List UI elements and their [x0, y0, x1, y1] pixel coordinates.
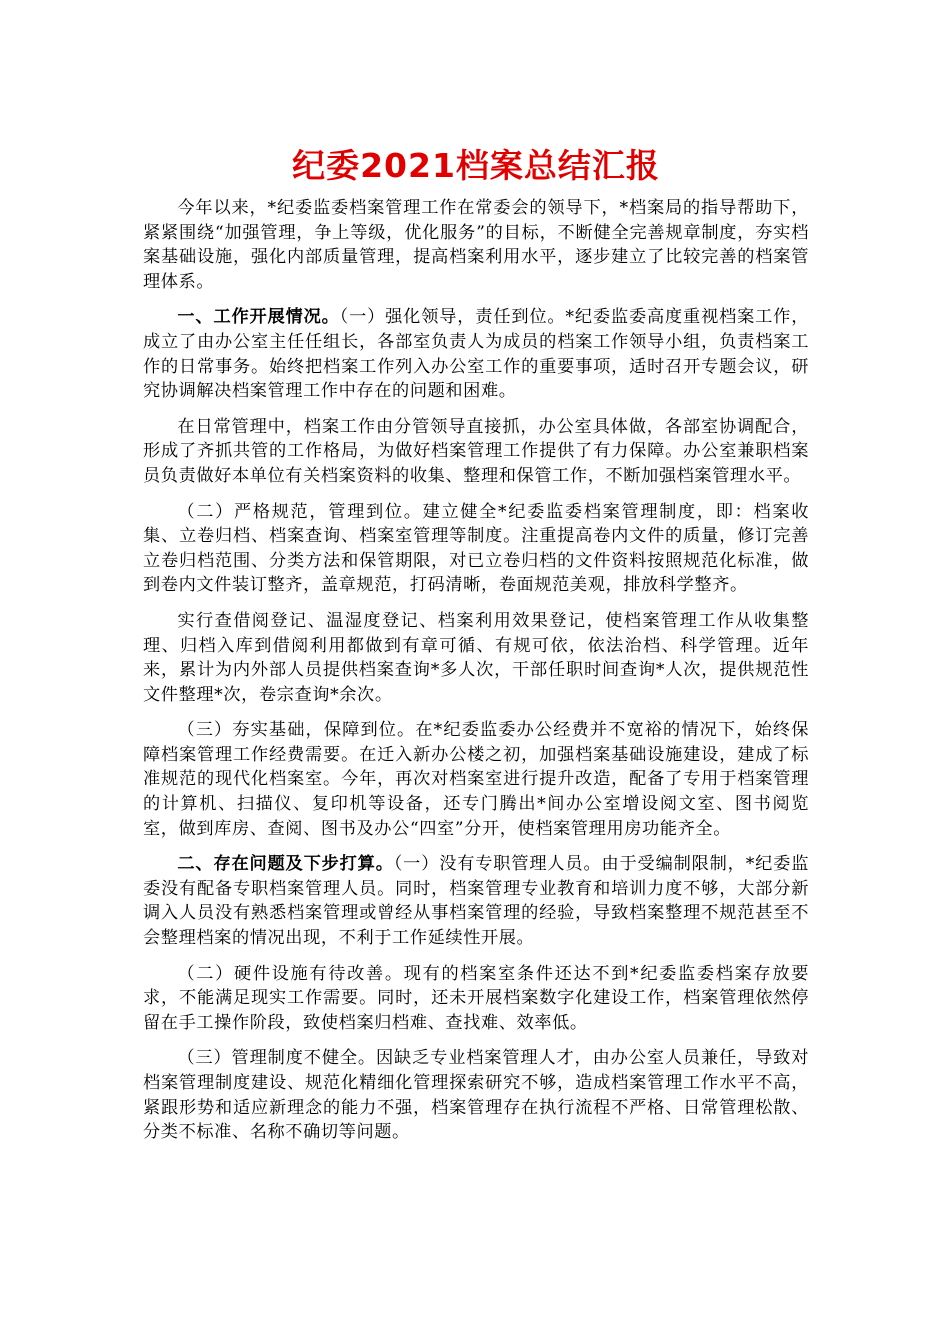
section2-paragraph-2: （二）硬件设施有待改善。现有的档案室条件还达不到*纪委监委档案存放要求，不能满足现实工作需要。同时，还未开展档案数字化建设工作，档案管理依然停留在手工操作阶段，致使档案归档难、查找难、效率低。: [143, 963, 809, 1033]
section2-p1-text: （一）没有专职管理人员。由于受编制限制，*纪委监委没有配备专职档案管理人员。同时，档案管理专业教育和培训力度不够，大部分新调入人员没有熟悉档案管理或曾经从事档案管理的经验，导致档案整理不规范甚至不会整理档案的情况出现，不利于工作延续性开展。: [143, 854, 809, 949]
document-title: 纪委2021档案总结汇报: [292, 146, 660, 185]
section1-paragraph-2: 在日常管理中，档案工作由分管领导直接抓，办公室具体做，各部室协调配合，形成了齐抓共管的工作格局，为做好档案管理工作提供了有力保障。办公室兼职档案员负责做好本单位有关档案资料的收集、整理和保管工作，不断加强档案管理水平。: [143, 416, 809, 486]
section2-paragraph-1: [143, 852, 809, 950]
section1-heading: 一、工作开展情况。: [177, 307, 340, 328]
section1-paragraph-5: （三）夯实基础，保障到位。在*纪委监委办公经费并不宽裕的情况下，始终保障档案管理工作经费需要。在迁入新办公楼之初，加强档案基础设施建设，建成了标准规范的现代化档案室。今年，再次对档案室进行提升改造，配备了专用于档案管理的计算机、扫描仪、复印机等设备，还专门腾出*间办公室增设阅文室、图书阅览室，做到库房、查阅、图书及办公“四室”分开，使档案管理用房功能齐全。: [143, 720, 809, 839]
section1-paragraph-3: （二）严格规范，管理到位。建立健全*纪委监委档案管理制度，即：档案收集、立卷归档、档案查询、档案室管理等制度。注重提高卷内文件的质量，修订完善立卷归档范围、分类方法和保管期限，对已立卷归档的文件资料按照规范化标准，做到卷内文件装订整齐，盖章规范，打码清晰，卷面规范美观，排放科学整齐。: [143, 501, 809, 596]
section1-p1-text: （一）强化领导，责任到位。*纪委监委高度重视档案工作，成立了由办公室主任任组长，各部室负责人为成员的档案工作领导小组，负责档案工作的日常事务。始终把档案工作列入办公室工作的重要事项，适时召开专题会议，研究协调解决档案管理工作中存在的问题和困难。: [143, 307, 809, 402]
section2-paragraph-3: （三）管理制度不健全。因缺乏专业档案管理人才，由办公室人员兼任，导致对档案管理制度建设、规范化精细化管理探索研究不够，造成档案管理工作水平不高，紧跟形势和适应新理念的能力不强，档案管理存在执行流程不严格、日常管理松散、分类不标准、名称不确切等问题。: [143, 1048, 809, 1143]
section1-paragraph-4: 实行查借阅登记、温湿度登记、档案利用效果登记，使档案管理工作从收集整理、归档入库到借阅利用都做到有章可循、有规可依，依法治档、科学管理。近年来，累计为内外部人员提供档案查询*多人次，干部任职时间查询*人次，提供规范性文件整理*次，卷宗查询*余次。: [143, 610, 809, 705]
document-page: [143, 128, 809, 1145]
section1-paragraph-1: [143, 305, 809, 403]
section2-heading: 二、存在问题及下步打算。: [177, 854, 394, 875]
intro-paragraph: 今年以来，*纪委监委档案管理工作在常委会的领导下，*档案局的指导帮助下，紧紧围绕“加强管理，争上等级，优化服务”的目标，不断健全完善规章制度，夯实档案基础设施，强化内部质量管理，提高档案利用水平，逐步建立了比较完善的档案管理体系。: [143, 198, 809, 292]
